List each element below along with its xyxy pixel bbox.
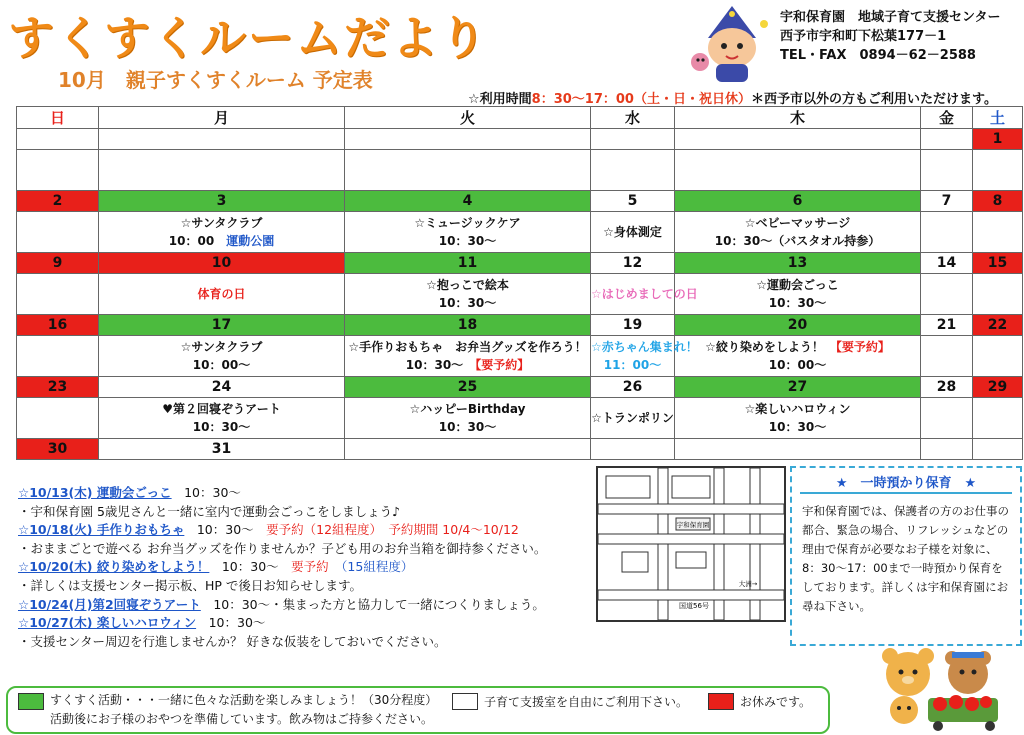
- day-number: 30: [17, 439, 99, 460]
- legend-green-swatch: [18, 693, 44, 710]
- note-line: ☆10/24(月)第2回寝ぞうアート 10：30～・集まった方と協力して一緒につくりましょう。: [18, 596, 545, 612]
- note-line: ☆10/13(木) 運動会ごっこ 10：30～: [18, 485, 241, 500]
- day-number: [17, 129, 99, 150]
- note-line: ☆10/18(火) 手作りおもちゃ 10：30～ 要予約（12組程度） 予約期間 10/4～10/12: [18, 522, 519, 538]
- event-line: ☆トランポリン: [591, 411, 674, 425]
- page-title: すくすくルームだより: [8, 11, 488, 65]
- day-number: 3: [99, 191, 345, 212]
- org-address: 西予市宇和町下松葉177－1: [780, 29, 947, 44]
- event-line: 10：00 運動公園: [168, 234, 275, 248]
- event-line: ☆抱っこで絵本: [426, 278, 509, 292]
- day-events: [591, 212, 675, 253]
- org-name: 宇和保育園 地域子育て支援センター: [780, 10, 1001, 25]
- event-line: 10：30～: [438, 296, 497, 310]
- day-number: 19: [591, 315, 675, 336]
- day-events: [345, 336, 591, 377]
- day-events: [675, 398, 921, 439]
- day-number: [973, 439, 1023, 460]
- day-number: 1: [973, 129, 1023, 150]
- event-line: ♥第２回寝ぞうアート: [162, 402, 281, 416]
- organization-info: [780, 8, 1000, 65]
- day-number: 14: [921, 253, 973, 274]
- day-number: 4: [345, 191, 591, 212]
- day-events: [99, 212, 345, 253]
- day-events: [675, 274, 921, 315]
- weekday-header: 火: [345, 107, 591, 129]
- day-number: 9: [17, 253, 99, 274]
- day-events: [17, 274, 99, 315]
- weekday-header: 月: [99, 107, 345, 129]
- day-events: [345, 398, 591, 439]
- map-direction-label: 大洲→: [738, 580, 758, 588]
- day-number: 15: [973, 253, 1023, 274]
- legend-white-text: 子育て支援室を自由にご利用下さい。: [484, 695, 689, 709]
- note-heading: ☆10/13(木) 運動会ごっこ: [18, 485, 172, 500]
- day-number: [99, 129, 345, 150]
- temporary-care-box: [790, 466, 1022, 646]
- event-line: ☆絞り染めをしよう！ 【要予約】: [705, 340, 890, 354]
- day-events: [99, 398, 345, 439]
- event-line: 10：00～: [768, 358, 827, 372]
- day-number: 23: [17, 377, 99, 398]
- event-line: 10：30～: [768, 296, 827, 310]
- event-line: 10：30～: [192, 420, 251, 434]
- note-line: ☆10/20(木) 絞り染めをしよう！ 10：30～ 要予約 （15組程度）: [18, 559, 414, 575]
- day-number: 10: [99, 253, 345, 274]
- legend-red-swatch: [708, 693, 734, 710]
- day-number: 11: [345, 253, 591, 274]
- day-number: [921, 439, 973, 460]
- day-number: [591, 439, 675, 460]
- day-events: [591, 336, 698, 377]
- calendar-subtitle: 10月 親子すくすくルーム 予定表: [58, 68, 373, 92]
- note-heading: ☆10/24(月)第2回寝ぞうアート: [18, 596, 201, 612]
- weekday-header: 金: [921, 107, 973, 129]
- day-number: 12: [591, 253, 675, 274]
- day-events: [921, 212, 973, 253]
- day-events: [973, 336, 1023, 377]
- day-events: [973, 274, 1023, 315]
- day-events: [345, 212, 591, 253]
- event-line: ☆楽しいハロウィン: [744, 402, 851, 416]
- note-line: ・詳しくは支援センター掲示板、HP で後日お知らせします。: [18, 577, 363, 593]
- day-number: 27: [675, 377, 921, 398]
- day-events: [675, 150, 921, 191]
- day-number: 29: [973, 377, 1023, 398]
- hours-time: 8：30～17：00（土・日・祝日休）: [531, 92, 751, 107]
- hours-prefix: ☆利用時間: [468, 92, 532, 107]
- note-line: ・支援センター周辺を行進しませんか？ 好きな仮装をしておいでください。: [18, 633, 447, 649]
- event-line: 10：30～: [438, 234, 497, 248]
- day-events: [675, 212, 921, 253]
- day-number: 5: [591, 191, 675, 212]
- note-heading: ☆10/18(火) 手作りおもちゃ: [18, 522, 185, 538]
- event-notes: [18, 484, 546, 651]
- event-line: 10：30～（バスタオル持参）: [714, 234, 881, 248]
- event-line: ☆ベビーマッサージ: [744, 216, 851, 230]
- day-number: 18: [345, 315, 591, 336]
- day-number: [921, 129, 973, 150]
- day-number: 6: [675, 191, 921, 212]
- day-events: [675, 336, 921, 377]
- day-events: [591, 398, 675, 439]
- day-events: [973, 150, 1023, 191]
- day-number: 20: [675, 315, 921, 336]
- weekday-header: 日: [17, 107, 99, 129]
- box-divider: [800, 492, 1012, 494]
- legend: [6, 686, 830, 734]
- day-events: [17, 398, 99, 439]
- calendar-table: [16, 106, 1023, 460]
- weekday-header: 木: [675, 107, 921, 129]
- event-line: 10：00～: [192, 358, 251, 372]
- legend-white-swatch: [452, 693, 478, 710]
- day-number: 26: [591, 377, 675, 398]
- temporary-care-title: ★ 一時預かり保育 ★: [835, 476, 977, 491]
- event-line: ☆はじめましての日: [591, 287, 698, 301]
- day-number: 31: [99, 439, 345, 460]
- day-events: [345, 274, 591, 315]
- hours-note: ＊西予市以外の方もご利用いただけます。: [750, 92, 997, 107]
- event-line: ☆ハッピーBirthday: [409, 402, 526, 416]
- event-line: ☆身体測定: [603, 225, 662, 239]
- event-line: 11：00～: [603, 358, 662, 372]
- day-number: 8: [973, 191, 1023, 212]
- mascot-illustration: [688, 4, 776, 86]
- event-line: ☆サンタクラブ: [180, 340, 263, 354]
- legend-green-text-2: 活動後にお子様のおやつを準備しています。飲み物はご持参ください。: [50, 712, 434, 726]
- day-number: [345, 439, 591, 460]
- org-phone: TEL・FAX 0894－62－2588: [780, 48, 976, 63]
- legend-red-text: お休みです。: [740, 695, 812, 709]
- day-number: [591, 129, 675, 150]
- note-heading: ☆10/20(木) 絞り染めをしよう！: [18, 559, 210, 575]
- event-line: 10：30～ 【要予約】: [405, 358, 530, 372]
- day-number: 24: [99, 377, 345, 398]
- day-number: 22: [973, 315, 1023, 336]
- day-events: [973, 398, 1023, 439]
- note-line: ・宇和保育園 5歳児さんと一緒に室内で運動会ごっこをしましょう♪: [18, 503, 401, 519]
- day-events: [99, 336, 345, 377]
- day-events: [973, 212, 1023, 253]
- day-events: [99, 274, 345, 315]
- weekday-header: 水: [591, 107, 675, 129]
- day-number: 25: [345, 377, 591, 398]
- map-kindergarten-label: 宇和保育園: [676, 521, 710, 529]
- day-events: [345, 150, 591, 191]
- event-line: 体育の日: [197, 287, 246, 301]
- day-events: [17, 336, 99, 377]
- day-number: 17: [99, 315, 345, 336]
- day-events: [921, 336, 973, 377]
- event-line: 10：30～: [438, 420, 497, 434]
- day-number: [675, 129, 921, 150]
- day-events: [17, 212, 99, 253]
- day-number: 28: [921, 377, 973, 398]
- day-events: [921, 398, 973, 439]
- event-line: ☆運動会ごっこ: [756, 278, 839, 292]
- event-line: ☆ミュージックケア: [414, 216, 521, 230]
- note-heading: ☆10/27(木) 楽しいハロウィン: [18, 615, 197, 631]
- bears-illustration: [868, 644, 1018, 732]
- day-events: [591, 274, 698, 315]
- day-events: [921, 150, 973, 191]
- day-events: [921, 274, 973, 315]
- note-line: ・おままごとで遊べる お弁当グッズを作りませんか？子ども用のお弁当箱を御持参ください。: [18, 540, 547, 556]
- event-line: ☆手作りおもちゃ お弁当グッズを作ろう！: [348, 340, 587, 354]
- day-number: [675, 439, 921, 460]
- day-number: 21: [921, 315, 973, 336]
- day-events: [17, 150, 99, 191]
- day-number: 13: [675, 253, 921, 274]
- event-line: ☆赤ちゃん集まれ！: [591, 340, 698, 354]
- note-line: ☆10/27(木) 楽しいハロウィン 10：30～: [18, 615, 266, 631]
- day-number: 2: [17, 191, 99, 212]
- map-route-label: 国道56号: [679, 602, 709, 610]
- day-number: 7: [921, 191, 973, 212]
- day-number: 16: [17, 315, 99, 336]
- legend-green-text: すくすく活動・・・一緒に色々な活動を楽しみましょう！（30分程度）: [50, 693, 438, 707]
- day-number: [345, 129, 591, 150]
- location-map: [596, 466, 786, 622]
- weekday-header: 土: [973, 107, 1023, 129]
- event-line: 10：30～: [768, 420, 827, 434]
- opening-hours: [468, 88, 997, 107]
- event-line: ☆サンタクラブ: [180, 216, 263, 230]
- day-events: [591, 150, 675, 191]
- temporary-care-text: 宇和保育園では、保護者の方のお仕事の都合、緊急の場合、リフレッシュなどの理由で保育が必要なお子様を対象に、8：30～17：00まで一時預かり保育をしております。詳しくは宇和保育園にお尋ね下さい。: [802, 504, 1009, 613]
- day-events: [99, 150, 345, 191]
